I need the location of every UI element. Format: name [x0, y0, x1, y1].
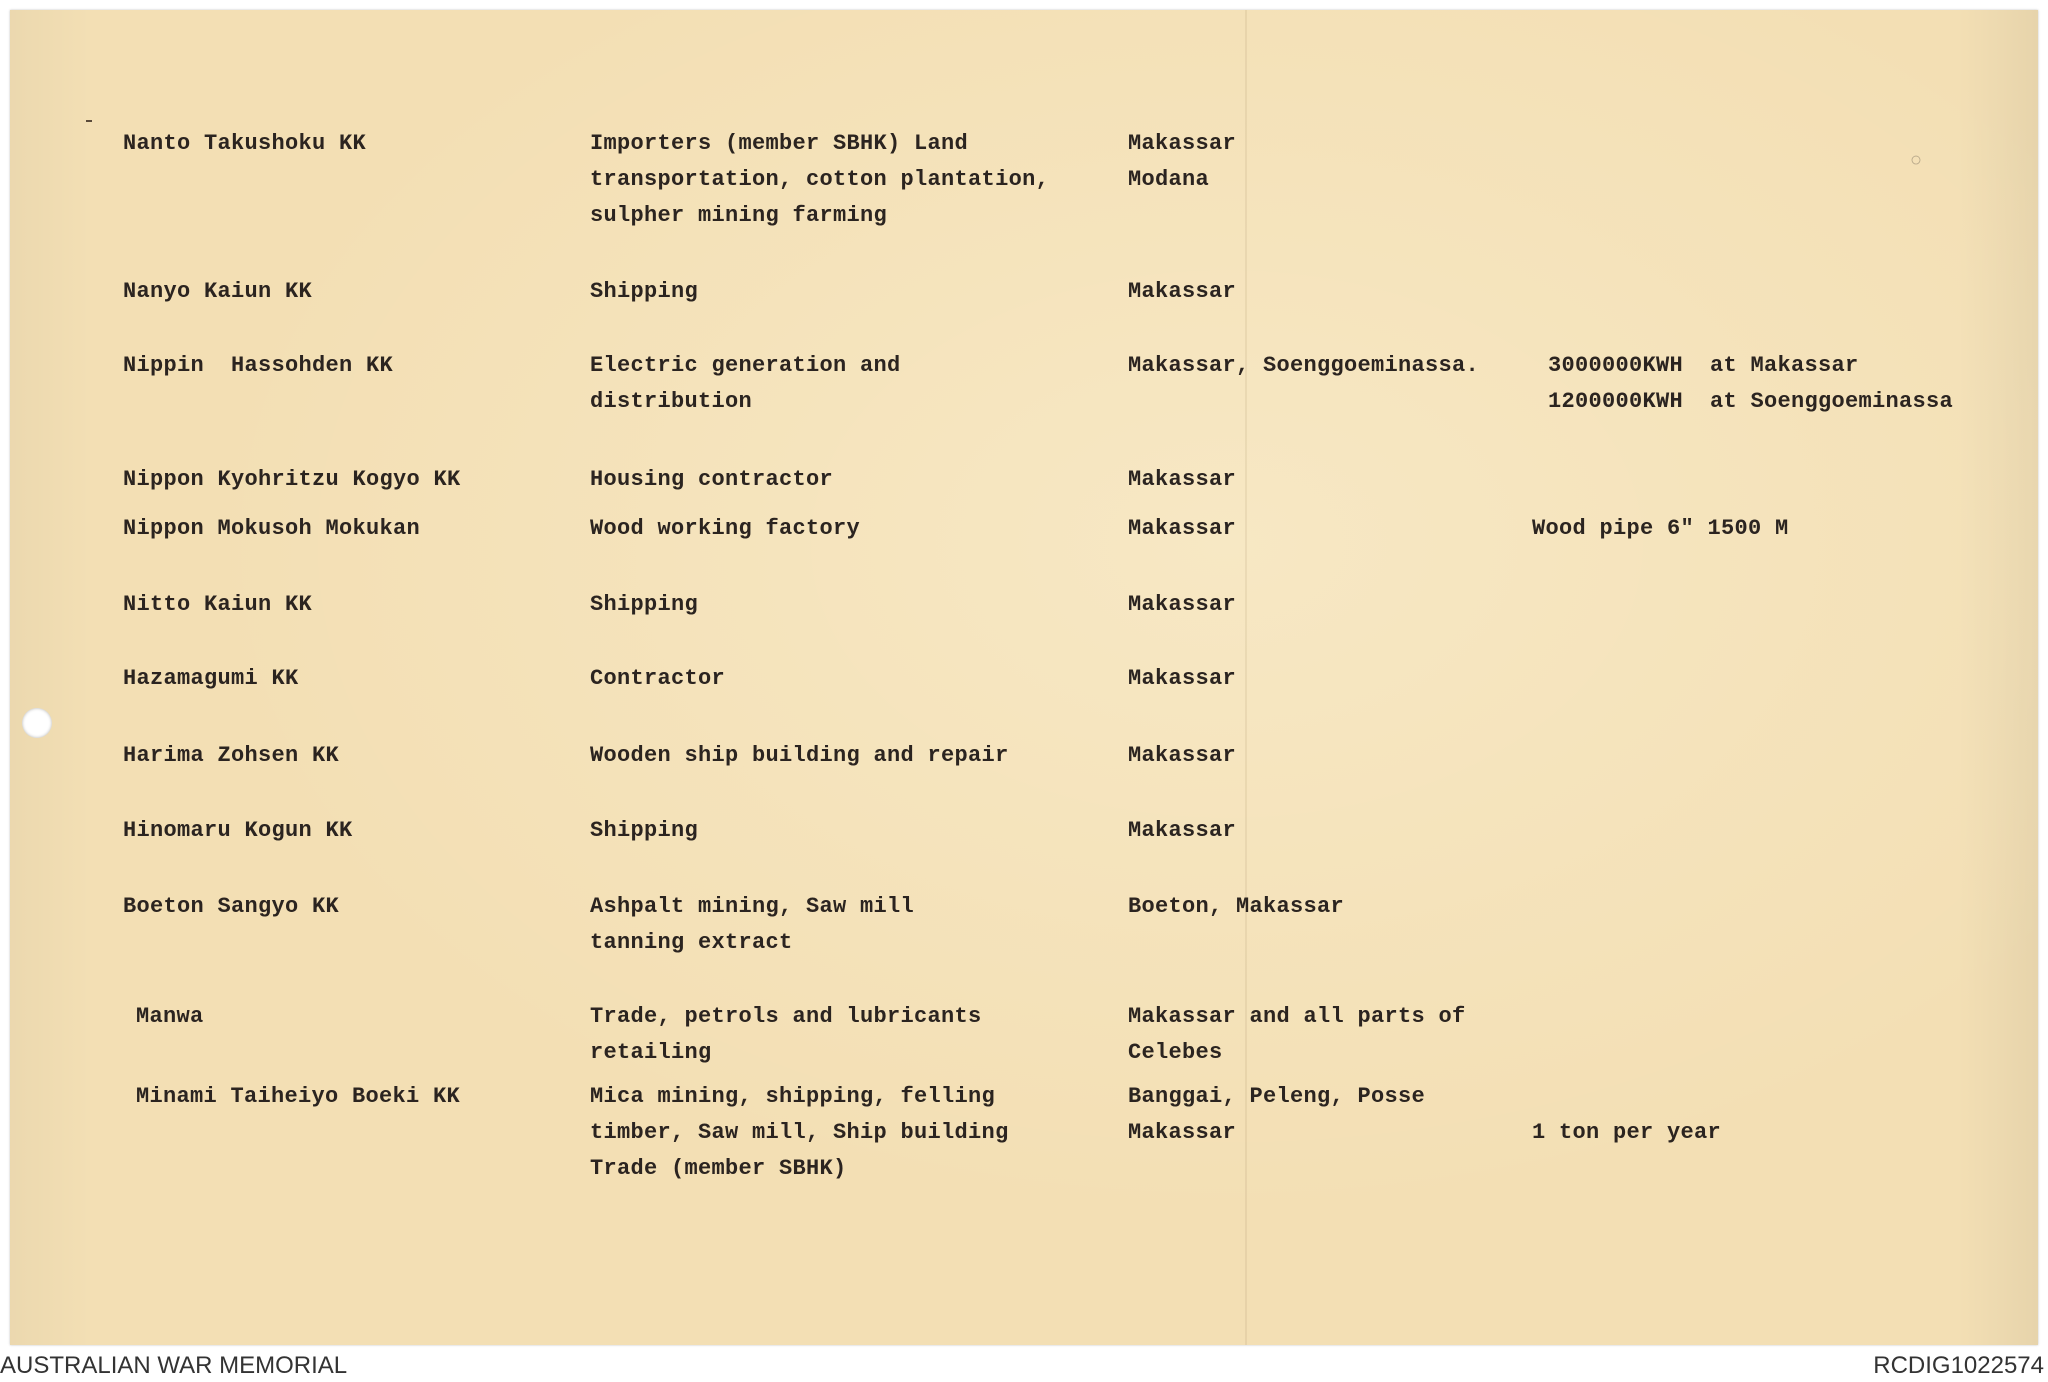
company-location: Makassar	[1128, 592, 1237, 617]
company-name: Nanto Takushoku KK	[123, 131, 367, 156]
company-name: Nippon Kyohritzu Kogyo KK	[123, 467, 461, 492]
company-activity: Shipping	[590, 279, 699, 304]
company-activity: Wooden ship building and repair	[590, 743, 1009, 768]
company-activity: Shipping	[590, 592, 699, 617]
company-name: Nippin Hassohden KK	[123, 353, 394, 378]
company-location: Makassar Modana	[1128, 131, 1237, 192]
company-name: Nanyo Kaiun KK	[123, 279, 313, 304]
company-activity: Housing contractor	[590, 467, 834, 492]
company-name: Hinomaru Kogun KK	[123, 818, 353, 843]
company-location: Makassar	[1128, 743, 1237, 768]
company-activity: Shipping	[590, 818, 699, 843]
archive-identifier: RCDIG1022574	[1873, 1352, 2044, 1379]
company-activity: Wood working factory	[590, 516, 861, 541]
company-activity: Mica mining, shipping, felling timber, Saw mill, Ship building Trade (member SBHK)	[590, 1084, 1009, 1181]
page-stamp-mark: ○	[1910, 150, 1923, 173]
company-name: Manwa	[136, 1004, 204, 1029]
company-location: Makassar	[1128, 467, 1237, 492]
margin-mark	[86, 120, 92, 122]
company-activity: Electric generation and distribution	[590, 353, 901, 414]
company-capacity: 3000000KWH at Makassar 1200000KWH at Soenggoeminassa	[1548, 353, 1954, 414]
company-name: Nippon Mokusoh Mokukan	[123, 516, 421, 541]
company-location: Makassar	[1128, 666, 1237, 691]
company-activity: Ashpalt mining, Saw mill tanning extract	[590, 894, 915, 955]
company-name: Hazamagumi KK	[123, 666, 299, 691]
company-location: Makassar	[1128, 279, 1237, 304]
company-capacity: 1 ton per year	[1532, 1120, 1722, 1145]
company-location: Makassar and all parts of Celebes	[1128, 1004, 1466, 1065]
archive-credit: AUSTRALIAN WAR MEMORIAL	[0, 1352, 348, 1379]
company-location: Banggai, Peleng, Posse Makassar	[1128, 1084, 1426, 1145]
company-name: Minami Taiheiyo Boeki KK	[136, 1084, 461, 1109]
company-capacity: Wood pipe 6" 1500 M	[1532, 516, 1789, 541]
punch-hole	[22, 708, 52, 738]
company-activity: Contractor	[590, 666, 726, 691]
company-location: Makassar, Soenggoeminassa.	[1128, 353, 1480, 378]
company-name: Boeton Sangyo KK	[123, 894, 340, 919]
company-location: Boeton, Makassar	[1128, 894, 1345, 919]
company-activity: Trade, petrols and lubricants retailing	[590, 1004, 982, 1065]
company-location: Makassar	[1128, 516, 1237, 541]
company-name: Harima Zohsen KK	[123, 743, 340, 768]
company-location: Makassar	[1128, 818, 1237, 843]
company-name: Nitto Kaiun KK	[123, 592, 313, 617]
company-activity: Importers (member SBHK) Land transportation, cotton plantation, sulpher mining farming	[590, 131, 1050, 228]
